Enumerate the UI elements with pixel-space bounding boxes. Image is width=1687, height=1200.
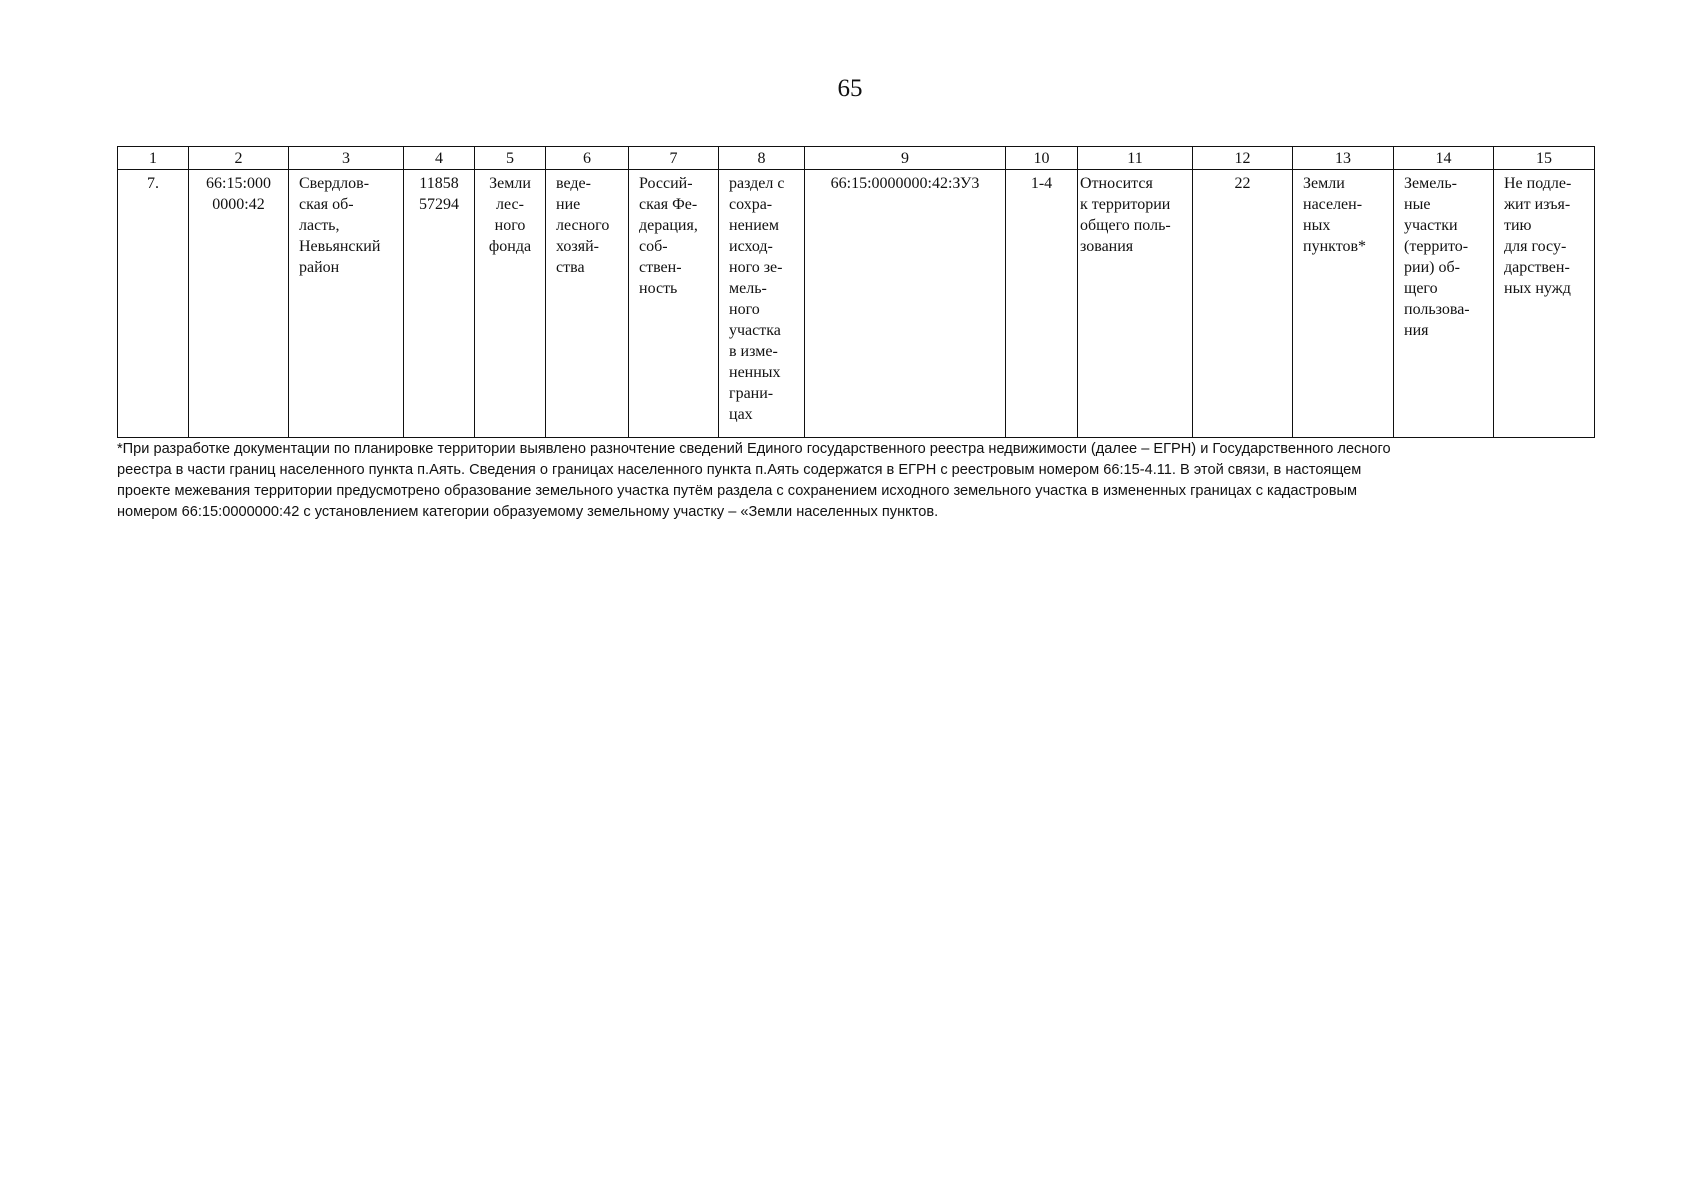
new-land-category: Земли населен- ных пунктов* xyxy=(1303,175,1367,255)
col10-value: 1-4 xyxy=(1030,175,1053,192)
ownership: Россий- ская Фе- дерация, соб- ствен- ность xyxy=(639,175,698,297)
conditional-number-cell xyxy=(805,170,1006,438)
new-category-cell xyxy=(1293,170,1394,438)
formation-method-cell xyxy=(719,170,805,438)
col12-cell xyxy=(1193,170,1293,438)
cadastral-number: 66:15:000 0000:42 xyxy=(206,175,271,213)
land-category: Земли лес- ного фонда xyxy=(488,175,532,255)
column-header: 7 xyxy=(629,147,719,170)
permitted-use-cell xyxy=(546,170,629,438)
withdrawal-cell xyxy=(1494,170,1595,438)
table-row xyxy=(118,170,1595,438)
column-header: 5 xyxy=(475,147,546,170)
column-header: 14 xyxy=(1394,147,1494,170)
area-cell xyxy=(404,170,475,438)
column-header: 3 xyxy=(289,147,404,170)
page-number: 65 xyxy=(837,75,863,102)
public-territory-cell xyxy=(1078,170,1193,438)
column-header: 2 xyxy=(189,147,289,170)
cadastral-number-cell xyxy=(189,170,289,438)
column-header: 4 xyxy=(404,147,475,170)
permitted-use: веде- ние лесного хозяй- ства xyxy=(556,175,610,276)
row-number-cell xyxy=(118,170,189,438)
category-cell xyxy=(475,170,546,438)
formation-method: раздел с сохра- нением исход- ного зе- мель- ного участка в изме- ненных грани- цах xyxy=(729,175,785,423)
column-header: 10 xyxy=(1006,147,1078,170)
location: Свердлов- ская об- ласть, Невьянский район xyxy=(299,175,381,276)
column-header: 13 xyxy=(1293,147,1394,170)
col12-value: 22 xyxy=(1234,175,1251,192)
new-use-cell xyxy=(1394,170,1494,438)
column-header: 9 xyxy=(805,147,1006,170)
column-header: 8 xyxy=(719,147,805,170)
column-header: 6 xyxy=(546,147,629,170)
land-plot-table xyxy=(117,146,1595,438)
column-header: 11 xyxy=(1078,147,1193,170)
ownership-cell xyxy=(629,170,719,438)
footnote: *При разработке документации по планировке территории выявлено разночтение сведений Единого государственного реестра недвижимости (далее – ЕГРН) и Государственного лесного реестра в части границ населенного пункта п.Аять. Сведения о границах населенного пункта п.Аять содержатся в ЕГРН с реестровым номером 66:15-4.11. В этой связи, в настоящем проекте межевания территории предусмотрено образование земельного участка путём раздела с сохранением исходного земельного участка в измененных границах с кадастровым номером 66:15:0000000:42 с установлением категории образуемому земельному участку – «Земли населенных пунктов. xyxy=(117,441,1391,520)
column-header: 1 xyxy=(118,147,189,170)
new-permitted-use: Земель- ные участки (террито- рии) об- щего пользова- ния xyxy=(1404,175,1470,339)
column-header: 15 xyxy=(1494,147,1595,170)
location-cell xyxy=(289,170,404,438)
table-header-row xyxy=(118,147,1595,170)
col10-cell xyxy=(1006,170,1078,438)
withdrawal-status: Не подле- жит изъя- тию для госу- дарствен- ных нужд xyxy=(1504,175,1572,297)
row-number: 7. xyxy=(147,175,159,192)
conditional-number: 66:15:0000000:42:ЗУ3 xyxy=(830,175,980,192)
area: 11858 57294 xyxy=(419,175,459,213)
column-header: 12 xyxy=(1193,147,1293,170)
public-territory: Относится к территории общего поль- зования xyxy=(1080,175,1171,255)
